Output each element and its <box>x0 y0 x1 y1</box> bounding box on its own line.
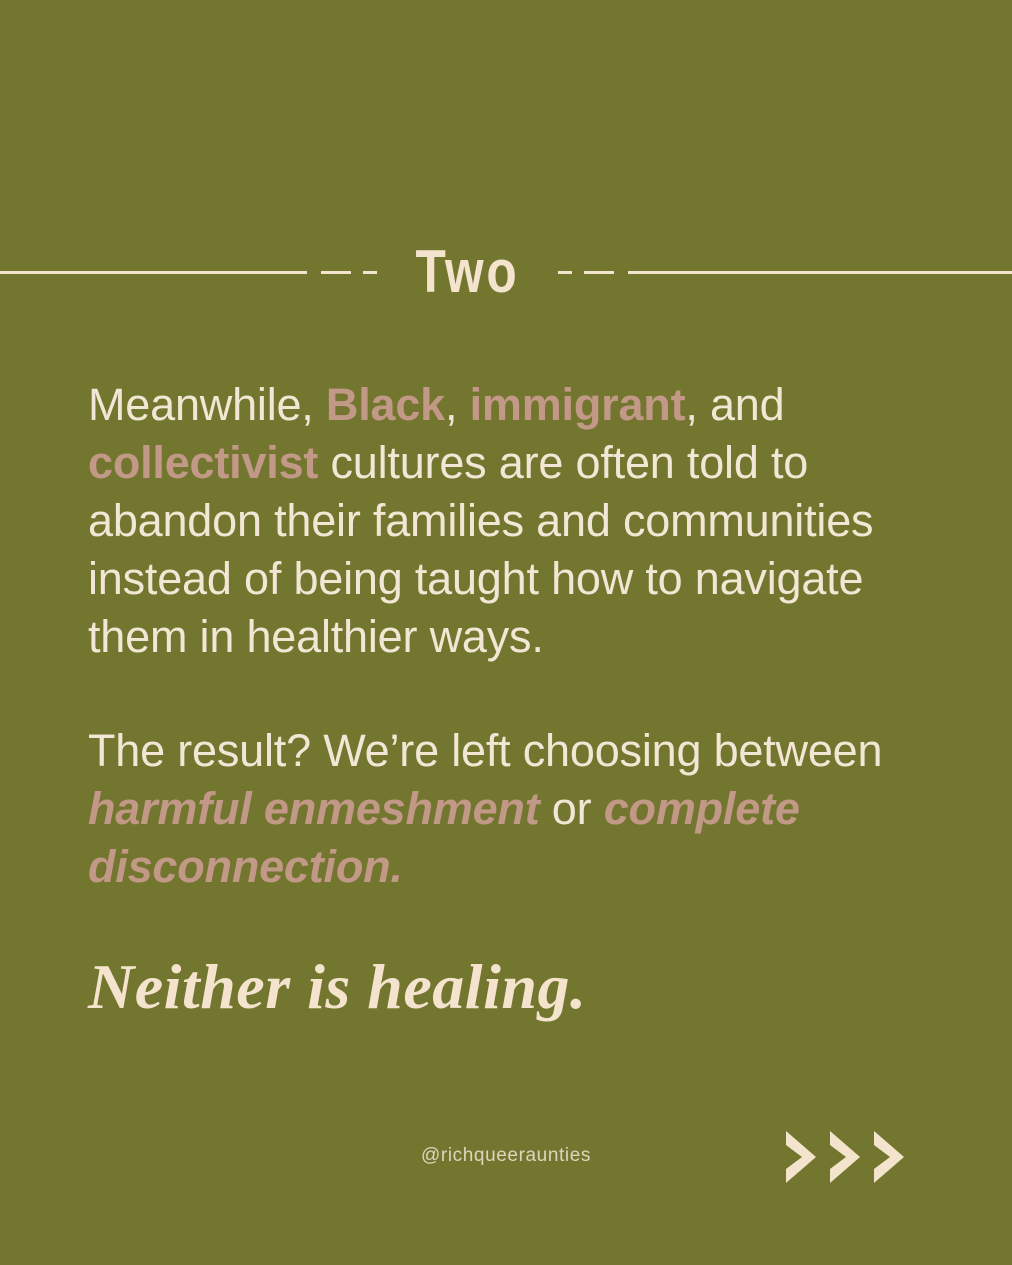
paragraph-two <box>88 722 938 896</box>
paragraph-one <box>88 376 938 666</box>
divider-dash <box>558 271 572 274</box>
closing-statement: Neither is healing. <box>88 951 587 1022</box>
text-segment: collectivist <box>88 437 319 488</box>
divider-dash <box>321 271 351 274</box>
divider-line-right <box>628 271 1012 274</box>
divider-line-left <box>0 271 307 274</box>
text-segment: , and <box>685 379 785 430</box>
chapter-divider <box>0 232 1012 312</box>
text-segment: The result? We’re left choosing between <box>88 725 883 776</box>
text-segment: , <box>445 379 470 430</box>
text-segment: harmful enmeshment <box>88 783 540 834</box>
text-segment: complete disconnection. <box>88 783 800 892</box>
text-segment: Black <box>325 379 446 430</box>
divider-dashes-left <box>321 271 377 274</box>
account-handle: @richqueeraunties <box>421 1145 591 1166</box>
text-segment: immigrant <box>469 379 686 430</box>
divider-dash <box>363 271 377 274</box>
divider-dashes-right <box>558 271 614 274</box>
text-segment: or <box>539 783 604 834</box>
triple-chevron-right-icon[interactable] <box>782 1125 912 1189</box>
text-segment: Meanwhile, <box>88 379 326 430</box>
page-title: Two <box>415 238 520 306</box>
text-segment: cultures are often told to abandon their families and communities instead of being taught how to navigate them in healthier ways. <box>88 437 874 662</box>
slide-body <box>88 376 938 1022</box>
divider-dash <box>584 271 614 274</box>
